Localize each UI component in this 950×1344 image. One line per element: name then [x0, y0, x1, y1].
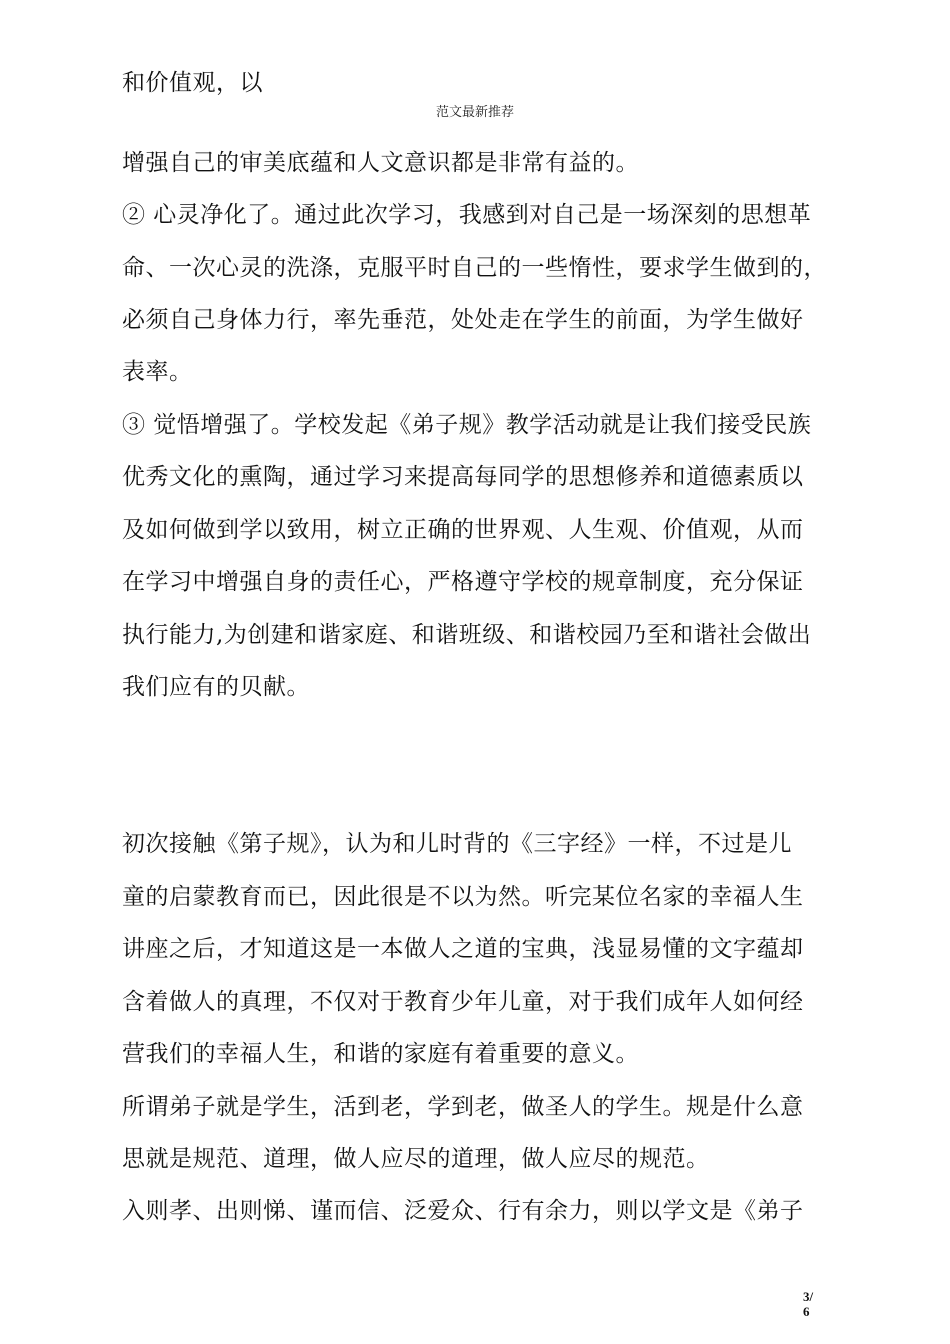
paragraph-line: 所谓弟子就是学生，活到老，学到老，做圣人的学生。规是什么意 — [122, 1094, 804, 1120]
page-header: 范文最新推荐 — [435, 105, 514, 120]
paragraph-line: 及如何做到学以致用，树立正确的世界观、人生观、价值观，从而 — [122, 517, 804, 543]
paragraph-line: 初次接触《第子规》，认为和儿时背的《三字经》一样，不过是儿 — [122, 831, 792, 857]
paragraph-line: 思就是规范、道理，做人应尽的道理，做人应尽的规范。 — [122, 1146, 710, 1172]
paragraph-line: 和价值观，以 — [122, 70, 263, 96]
paragraph-line: 营我们的幸福人生，和谐的家庭有着重要的意义。 — [122, 1041, 639, 1067]
paragraph-line: ② 心灵净化了。通过此次学习，我感到对自己是一场深刻的思想革 — [122, 202, 812, 228]
paragraph-line: 表率。 — [122, 359, 193, 385]
page-number-current: 3/ — [803, 1289, 814, 1304]
paragraph-line: 在学习中增强自身的责任心，严格遵守学校的规章制度，充分保证 — [122, 569, 804, 595]
paragraph-line: 增强自己的审美底蕴和人文意识都是非常有益的。 — [122, 150, 639, 176]
paragraph-line: 执行能力,为创建和谐家庭、和谐班级、和谐校园乃至和谐社会做出 — [122, 622, 812, 648]
paragraph-line: ③ 觉悟增强了。学校发起《弟子规》教学活动就是让我们接受民族 — [122, 412, 812, 438]
paragraph-line: 童的启蒙教育而已，因此很是不以为然。听完某位名家的幸福人生 — [122, 884, 804, 910]
page-number-total: 6 — [803, 1304, 810, 1319]
page-number — [803, 1289, 823, 1319]
paragraph-line: 必须自己身体力行，率先垂范，处处走在学生的前面，为学生做好 — [122, 307, 804, 333]
paragraph-line: 我们应有的贝献。 — [122, 674, 310, 700]
paragraph-line: 优秀文化的熏陶，通过学习来提高每同学的思想修养和道德素质以 — [122, 464, 804, 490]
paragraph-line: 含着做人的真理，不仅对于教育少年儿童，对于我们成年人如何经 — [122, 989, 804, 1015]
paragraph-line: 入则孝、出则悌、谨而信、泛爱众、行有余力，则以学文是《弟子 — [122, 1198, 804, 1224]
paragraph-line: 讲座之后，才知道这是一本做人之道的宝典，浅显易懂的文字蕴却 — [122, 936, 804, 962]
paragraph-line: 命、一次心灵的洗涤，克服平时自己的一些惰性，要求学生做到的， — [122, 255, 827, 281]
